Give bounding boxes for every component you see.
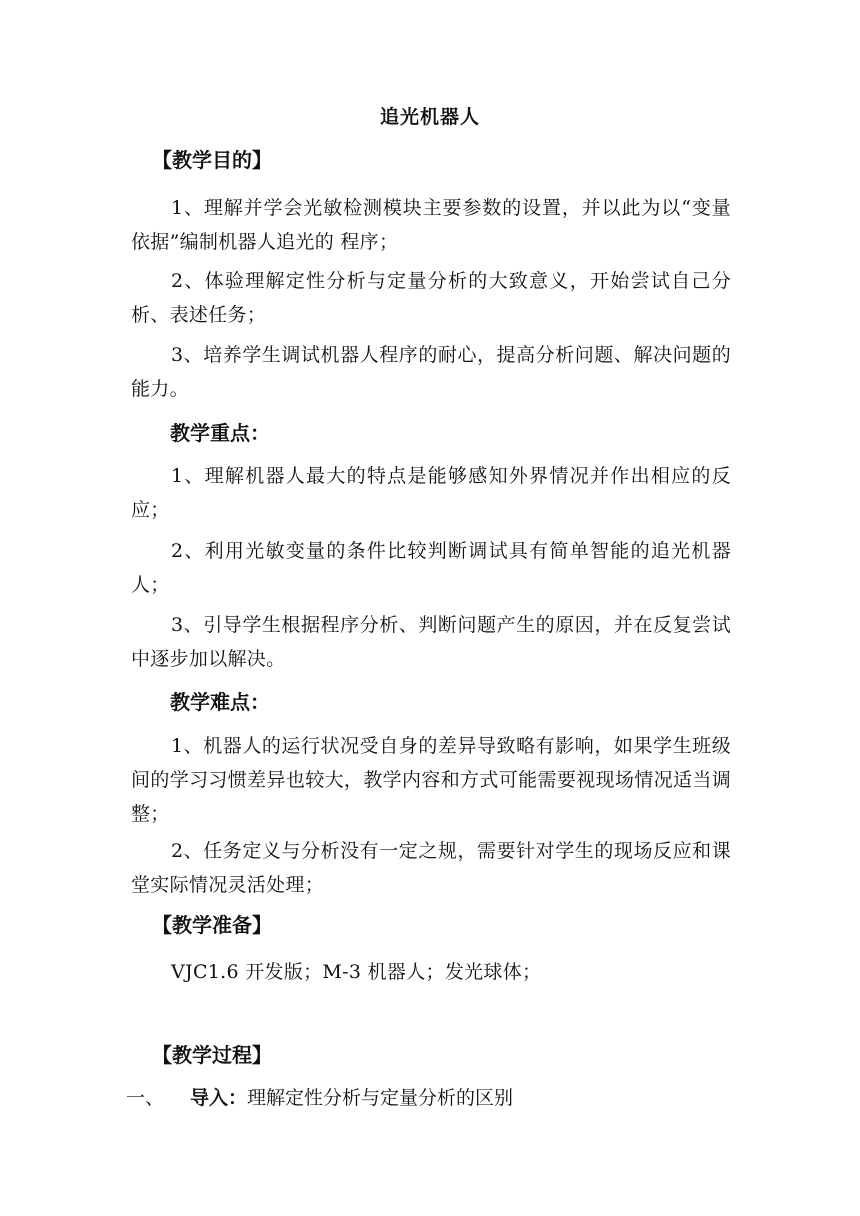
- objective-item-1: 1、理解并学会光敏检测模块主要参数的设置，并以此为以“变量依据”编制机器人追光的 程序；: [131, 197, 731, 253]
- difficulty-item-2: 2、任务定义与分析没有一定之规，需要针对学生的现场反应和课堂实际情况灵活处理；: [131, 840, 731, 896]
- objective-item-3: 3、培养学生调试机器人程序的耐心，提高分析问题、解决问题的能力。: [131, 344, 731, 400]
- objectives-heading: 【教学目的】: [152, 148, 272, 172]
- key-point-item-2: 2、利用光敏变量的条件比较判断调试具有简单智能的追光机器人；: [131, 540, 731, 596]
- preparation-text: VJC1.6 开发版；M-3 机器人；发光球体；: [171, 961, 542, 983]
- key-points-heading: 教学重点：: [170, 421, 270, 445]
- key-point-item-1: 1、理解机器人最大的特点是能够感知外界情况并作出相应的反应；: [131, 465, 731, 521]
- key-point-item-3: 3、引导学生根据程序分析、判断问题产生的原因，并在反复尝试中逐步加以解决。: [131, 614, 731, 670]
- section-text: 理解定性分析与定量分析的区别: [247, 1087, 514, 1109]
- process-heading: 【教学过程】: [152, 1043, 272, 1067]
- difficulties-heading: 教学难点：: [170, 690, 270, 714]
- objective-item-2: 2、体验理解定性分析与定量分析的大致意义，开始尝试自己分析、表述任务；: [131, 270, 731, 326]
- section-label: 导入：: [190, 1087, 248, 1109]
- section-number: 一、: [126, 1087, 165, 1109]
- difficulty-item-1: 1、机器人的运行状况受自身的差异导致略有影响，如果学生班级间的学习习惯差异也较大，教学内容和方式可能需要视现场情况适当调整；: [131, 735, 731, 825]
- page-title: 追光机器人: [379, 106, 480, 128]
- section-title: [190, 1084, 513, 1112]
- preparation-heading: 【教学准备】: [152, 913, 272, 937]
